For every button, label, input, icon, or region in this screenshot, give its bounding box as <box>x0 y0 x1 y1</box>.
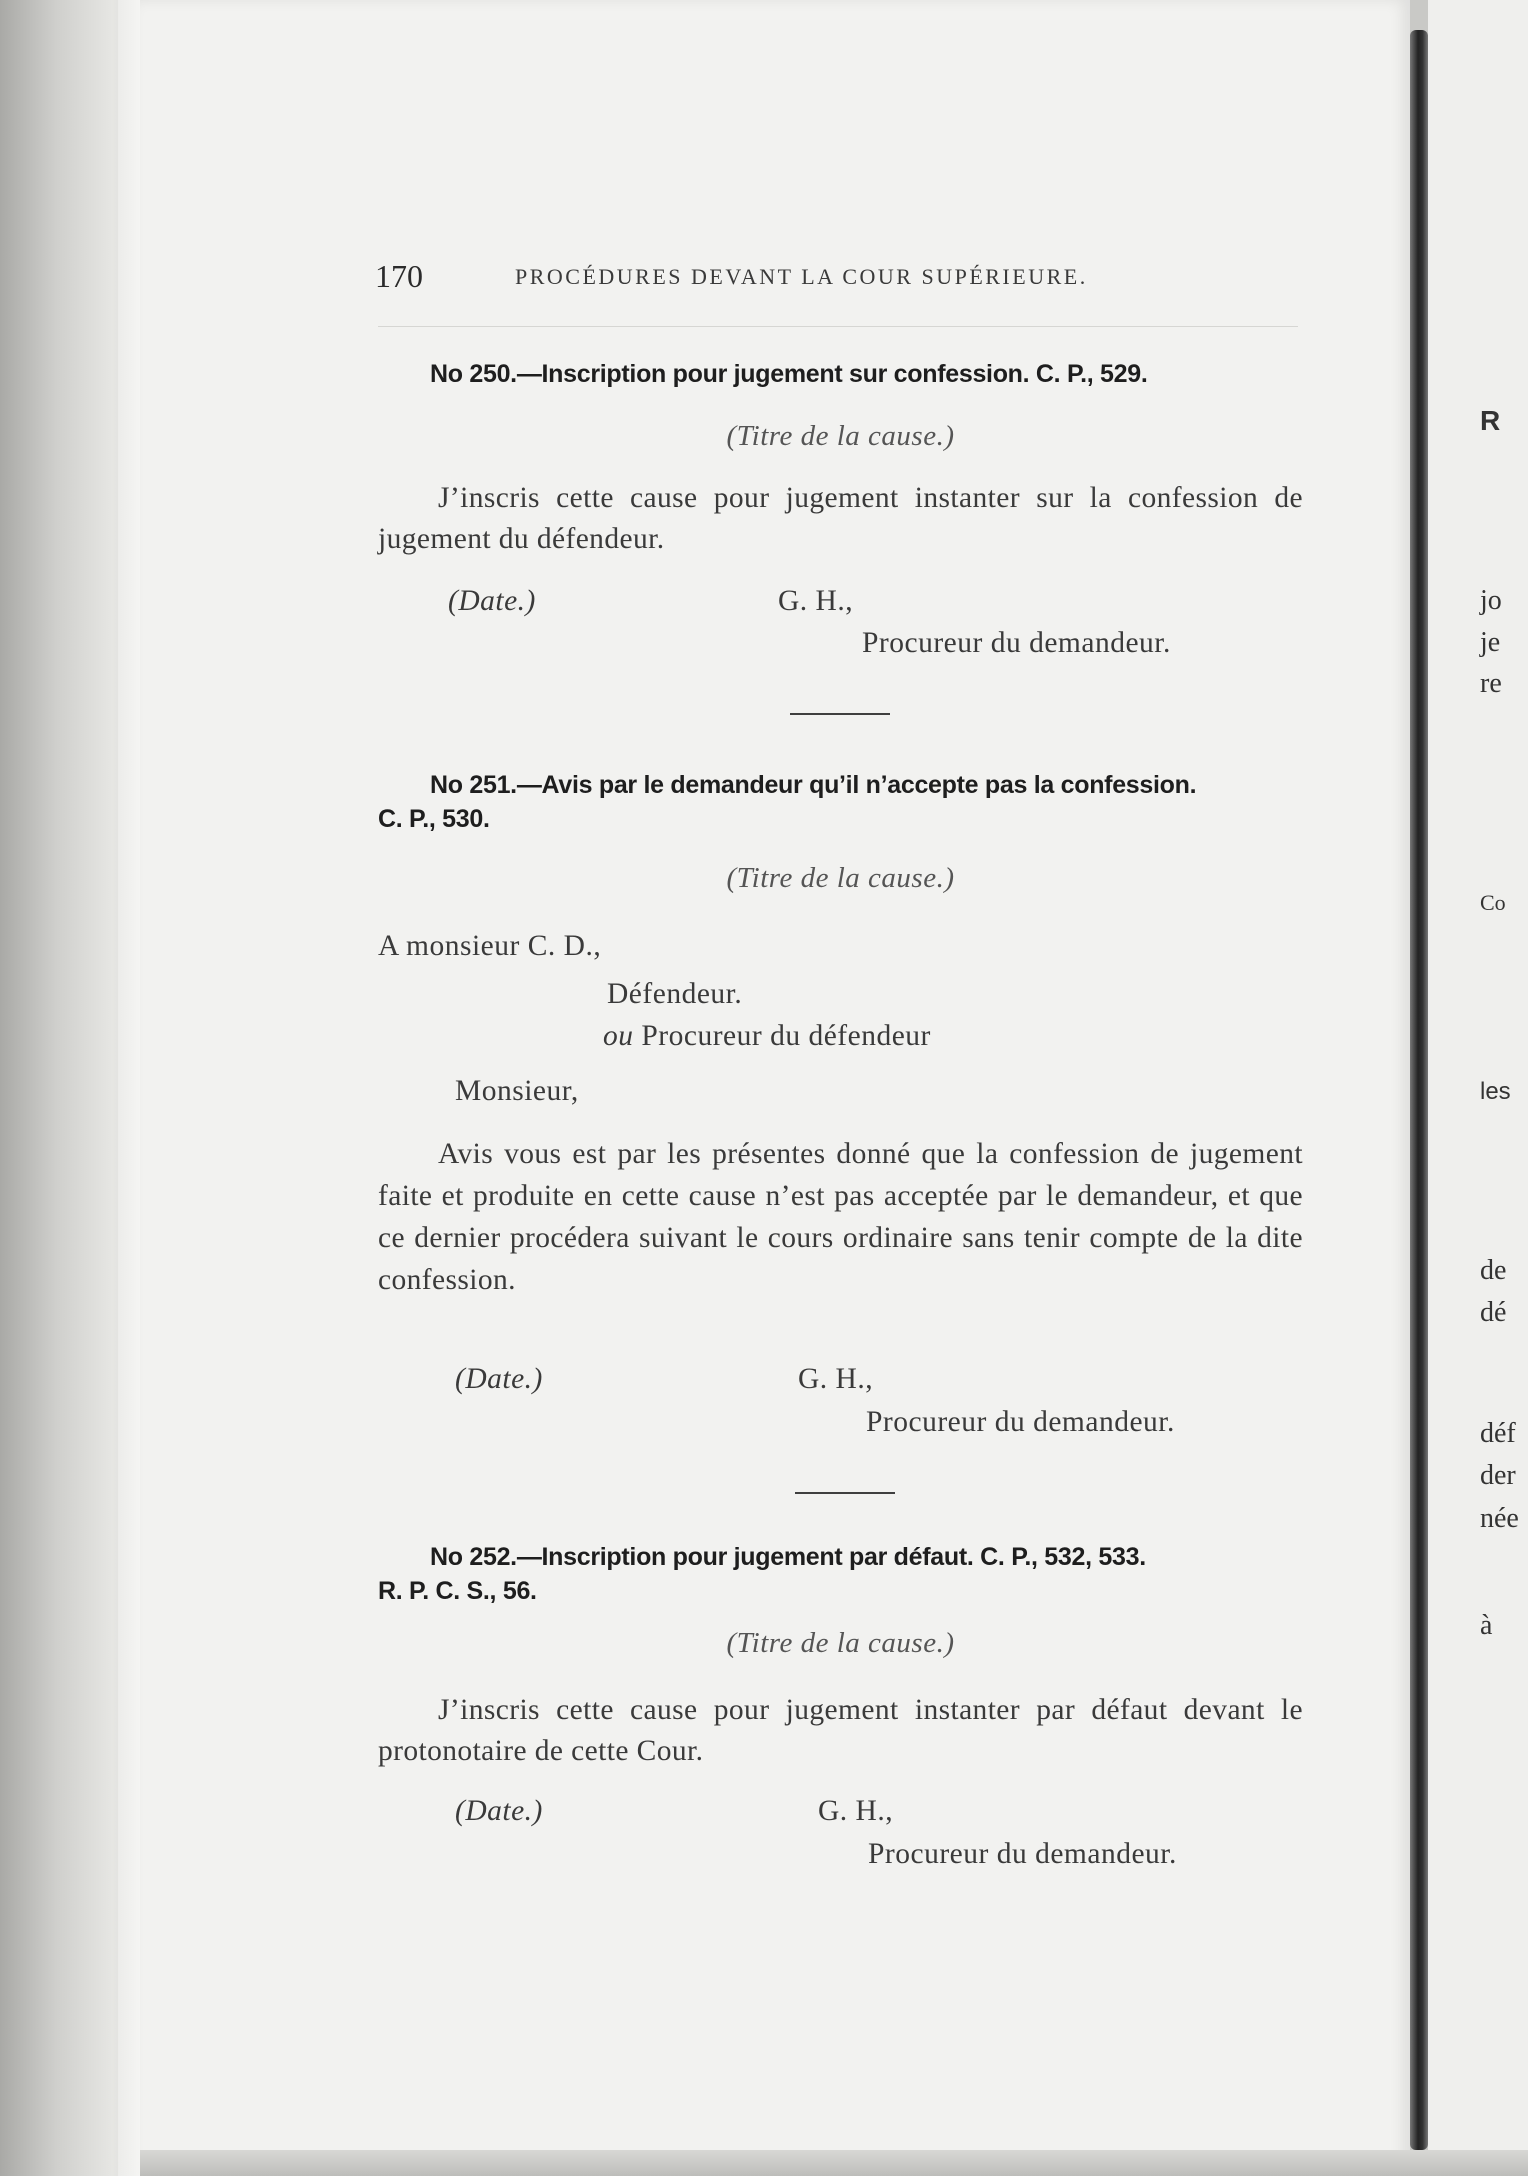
form-251-addressee: A monsieur C. D., <box>378 930 602 962</box>
facing-fragment: à <box>1480 1610 1493 1641</box>
facing-fragment: jo <box>1480 585 1502 616</box>
facing-fragment: re <box>1480 668 1502 699</box>
form-252-title <box>378 1540 1303 1608</box>
form-251-salutation: Monsieur, <box>455 1075 579 1107</box>
form-250-body: J’inscris cette cause pour jugement instanter sur la confession de jugement du défendeur. <box>378 482 1303 555</box>
section-separator <box>795 1492 895 1494</box>
book-left-edge <box>0 0 140 2176</box>
facing-fragment: der <box>1480 1460 1516 1491</box>
form-251-role-alt <box>603 1020 931 1053</box>
form-251-role-alt-prefix: ou <box>603 1020 634 1052</box>
facing-fragment: de <box>1480 1255 1507 1286</box>
form-251-body: Avis vous est par les présentes donné que la confession de jugement faite et produite en cette cause n’est pas acceptée par le demandeur, et que ce dernier procédera suivant le cours ordinaire sans tenir compte de la dite confession. <box>378 1138 1303 1296</box>
page-bottom-edge <box>140 2150 1528 2176</box>
facing-fragment: R <box>1480 405 1501 436</box>
book-gutter <box>1410 30 1428 2150</box>
form-251-role-alt-text: Procureur du défendeur <box>641 1020 931 1052</box>
form-250-title-line: No 250.—Inscription pour jugement sur confession. C. P., 529. <box>430 360 1148 388</box>
page-number: 170 <box>375 258 423 294</box>
section-separator <box>790 713 890 715</box>
facing-fragment: les <box>1480 1078 1511 1105</box>
form-251-date: (Date.) <box>455 1363 543 1395</box>
form-252-body: J’inscris cette cause pour jugement instanter par défaut devant le protonotaire de cette Cour. <box>378 1694 1303 1767</box>
facing-fragment: déf <box>1480 1418 1516 1449</box>
header-rule <box>378 326 1298 327</box>
form-250-date: (Date.) <box>448 585 536 617</box>
form-251-title-line1: No 251.—Avis par le demandeur qu’il n’accepte pas la confession. <box>430 771 1197 799</box>
facing-fragment: Co <box>1480 890 1506 915</box>
form-252-date: (Date.) <box>455 1795 543 1827</box>
form-252-cause: (Titre de la cause.) <box>726 1627 955 1659</box>
running-head <box>375 258 1300 298</box>
form-251-signature: Procureur du demandeur. <box>866 1406 1175 1438</box>
facing-fragment: je <box>1480 627 1501 658</box>
form-252-title-line2: R. P. C. S., 56. <box>378 1577 537 1605</box>
form-252-title-line1: No 252.—Inscription pour jugement par défaut. C. P., 532, 533. <box>430 1543 1146 1571</box>
running-title: PROCÉDURES DEVANT LA COUR SUPÉRIEURE. <box>515 264 1088 289</box>
form-250-signature: Procureur du demandeur. <box>862 627 1171 659</box>
form-252-signature: Procureur du demandeur. <box>868 1838 1177 1870</box>
form-250-cause: (Titre de la cause.) <box>726 420 955 452</box>
facing-fragment: dé <box>1480 1297 1507 1328</box>
form-251-initials: G. H., <box>798 1363 874 1395</box>
form-251-title-line2: C. P., 530. <box>378 805 490 833</box>
form-251-role: Défendeur. <box>607 978 743 1010</box>
form-251-title <box>378 768 1303 836</box>
facing-fragment: née <box>1480 1503 1519 1534</box>
facing-page <box>1428 0 1528 2176</box>
form-252-initials: G. H., <box>818 1795 894 1827</box>
form-250-initials: G. H., <box>778 585 854 617</box>
form-250-title <box>378 357 1303 391</box>
form-251-cause: (Titre de la cause.) <box>726 862 955 894</box>
